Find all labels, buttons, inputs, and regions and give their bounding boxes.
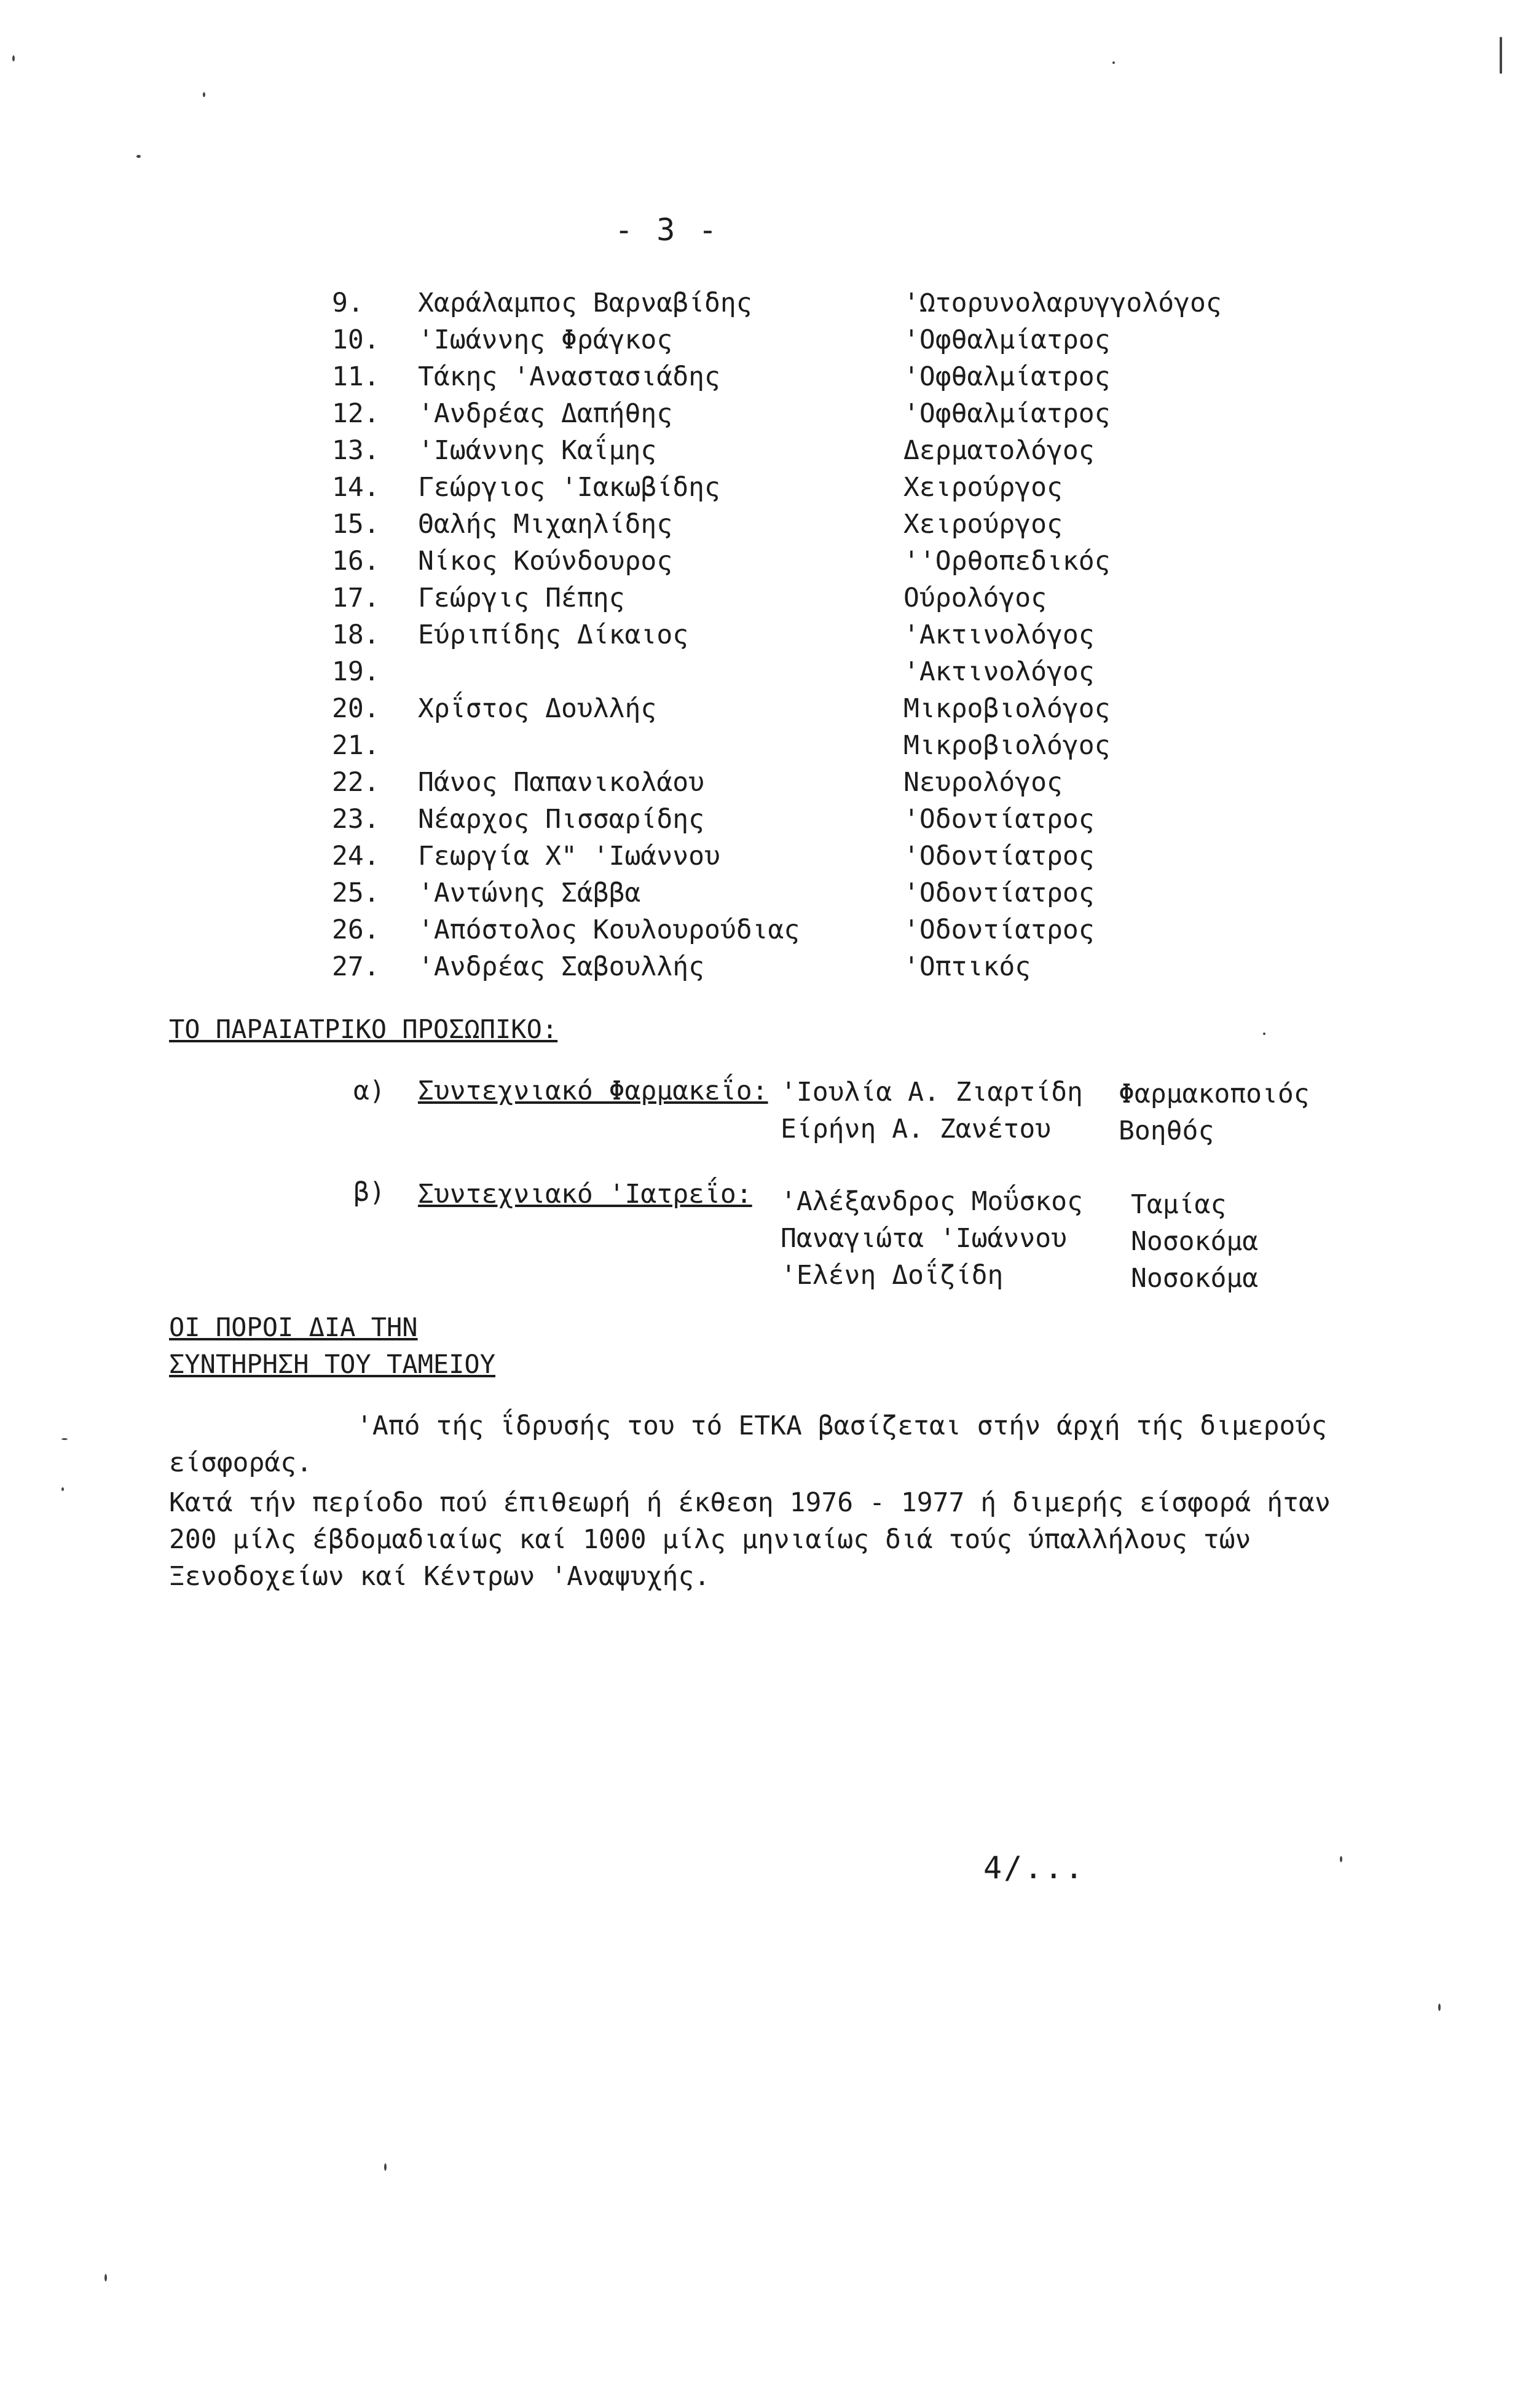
staff-specialty: Μικροβιολόγος <box>903 730 1111 761</box>
staff-specialty: 'Οφθαλμίατρος <box>903 325 1111 355</box>
staff-specialty: Νευρολόγος <box>903 767 1063 798</box>
staff-row <box>0 395 1515 432</box>
unit-label: α) <box>353 1076 385 1106</box>
staff-name: Νίκος Κούνδουρος <box>418 546 673 576</box>
page-number: - 3 - <box>615 212 720 248</box>
staff-name: 'Αντώνης Σάββα <box>418 878 641 908</box>
member-name: 'Αλέξανδρος Μοΰσκος <box>781 1186 1083 1217</box>
staff-number: 13. <box>332 435 380 466</box>
paragraph-line: είσφοράς. <box>169 1447 312 1478</box>
scan-speck <box>1112 61 1115 64</box>
staff-row <box>0 801 1515 838</box>
member-role: Φαρμακοποιός <box>1119 1079 1310 1109</box>
staff-name: Γεωργία Χ" 'Ιωάννου <box>418 841 720 872</box>
staff-row <box>0 616 1515 653</box>
unit-label: β) <box>353 1177 385 1208</box>
staff-number: 18. <box>332 620 380 650</box>
staff-name: Γεώργιος 'Ιακωβίδης <box>418 472 720 503</box>
member-name: 'Ελένη Δοΐζίδη <box>781 1260 1004 1291</box>
staff-number: 22. <box>332 767 380 798</box>
scan-speck <box>203 92 205 97</box>
staff-specialty: Δερματολόγος <box>903 435 1095 466</box>
staff-number: 16. <box>332 546 380 576</box>
staff-row <box>0 543 1515 580</box>
staff-name: 'Ανδρέας Δαπήθης <box>418 398 673 429</box>
staff-number: 17. <box>332 583 380 613</box>
continuation-mark: 4/... <box>983 1850 1085 1886</box>
staff-row <box>0 727 1515 764</box>
staff-specialty: 'Ακτινολόγος <box>903 620 1095 650</box>
staff-name: Χρΐστος Δουλλής <box>418 693 657 724</box>
staff-row <box>0 764 1515 801</box>
staff-name: Νέαρχος Πισσαρίδης <box>418 804 704 835</box>
staff-name: Χαράλαμπος Βαρναβίδης <box>418 288 752 318</box>
staff-row <box>0 321 1515 358</box>
member-role: Ταμίας <box>1131 1189 1227 1220</box>
scan-speck <box>1438 2004 1441 2011</box>
scan-speck <box>1500 37 1502 74</box>
staff-row <box>0 948 1515 985</box>
staff-row <box>0 911 1515 948</box>
funding-heading-line2: ΣΥΝΤΗΡΗΣΗ ΤΟΥ ΤΑΜΕΙΟΥ <box>169 1349 496 1379</box>
paragraph-line: Ξενοδοχείων καί Κέντρων 'Αναψυχής. <box>169 1561 710 1592</box>
staff-specialty: 'Οδοντίατρος <box>903 915 1095 945</box>
member-name: Είρήνη Α. Ζανέτου <box>781 1114 1052 1144</box>
funding-heading-line1: ΟΙ ΠΟΡΟΙ ΔΙΑ ΤΗΝ <box>169 1312 418 1342</box>
scan-speck <box>1340 1856 1342 1862</box>
staff-specialty: Ούρολόγος <box>903 583 1047 613</box>
member-role: Βοηθός <box>1119 1115 1214 1146</box>
scan-speck <box>1263 1033 1265 1035</box>
staff-specialty: 'Οπτικός <box>903 951 1031 982</box>
staff-row <box>0 506 1515 543</box>
staff-name: Γεώργις Πέπης <box>418 583 625 613</box>
staff-specialty: 'Οφθαλμίατρος <box>903 398 1111 429</box>
staff-number: 15. <box>332 509 380 540</box>
staff-number: 20. <box>332 693 380 724</box>
staff-specialty: 'Οφθαλμίατρος <box>903 361 1111 392</box>
staff-name: 'Ιωάννης Καΐμης <box>418 435 657 466</box>
member-name: 'Ιουλία Α. Ζιαρτίδη <box>781 1077 1083 1108</box>
scan-speck <box>61 1487 64 1491</box>
staff-specialty: 'Οδοντίατρος <box>903 841 1095 872</box>
member-role: Νοσοκόμα <box>1131 1226 1259 1257</box>
staff-row <box>0 690 1515 727</box>
staff-specialty: 'Ωτορυνολαρυγγολόγος <box>903 288 1222 318</box>
staff-specialty: ''Ορθοπεδικός <box>903 546 1111 576</box>
staff-number: 12. <box>332 398 380 429</box>
staff-name: 'Ιωάννης Φράγκος <box>418 325 673 355</box>
staff-name: Τάκης 'Αναστασιάδης <box>418 361 720 392</box>
staff-number: 21. <box>332 730 380 761</box>
staff-specialty: 'Ακτινολόγος <box>903 656 1095 687</box>
staff-number: 10. <box>332 325 380 355</box>
staff-number: 14. <box>332 472 380 503</box>
scan-speck <box>12 55 15 61</box>
staff-specialty: 'Οδοντίατρος <box>903 804 1095 835</box>
member-role: Νοσοκόμα <box>1131 1263 1259 1294</box>
staff-specialty: Χειρούργος <box>903 472 1063 503</box>
paragraph-line: 'Από τής ΐδρυσής του τό ΕΤΚΑ βασίζεται στήν άρχή τής διμερούς <box>356 1411 1328 1441</box>
staff-name: Θαλής Μιχαηλίδης <box>418 509 673 540</box>
paragraph-line: Κατά τήν περίοδο πού έπιθεωρή ή έκθεση 1976 - 1977 ή διμερής είσφορά ήταν <box>169 1487 1331 1518</box>
staff-row <box>0 469 1515 506</box>
staff-name: Εύριπίδης Δίκαιος <box>418 620 689 650</box>
scan-speck <box>136 155 141 158</box>
staff-number: 19. <box>332 656 380 687</box>
unit-title: Συντεχνιακό 'Ιατρεΐο: <box>418 1179 752 1210</box>
staff-row <box>0 580 1515 616</box>
paragraph-line: 200 μίλς έβδομαδιαίως καί 1000 μίλς μηνιαίως διά τούς ύπαλλήλους τών <box>169 1524 1251 1555</box>
staff-name: 'Ανδρέας Σαβουλλής <box>418 951 704 982</box>
staff-number: 23. <box>332 804 380 835</box>
staff-row <box>0 875 1515 911</box>
staff-number: 25. <box>332 878 380 908</box>
staff-specialty: Χειρούργος <box>903 509 1063 540</box>
staff-specialty: Μικροβιολόγος <box>903 693 1111 724</box>
member-name: Παναγιώτα 'Ιωάννου <box>781 1223 1067 1254</box>
staff-row <box>0 653 1515 690</box>
staff-name: 'Απόστολος Κουλουρούδιας <box>418 915 800 945</box>
staff-row <box>0 838 1515 875</box>
staff-specialty: 'Οδοντίατρος <box>903 878 1095 908</box>
staff-number: 9. <box>332 288 364 318</box>
staff-row <box>0 432 1515 469</box>
staff-row <box>0 358 1515 395</box>
staff-row <box>0 285 1515 321</box>
staff-number: 24. <box>332 841 380 872</box>
staff-number: 11. <box>332 361 380 392</box>
scan-speck <box>61 1438 68 1440</box>
staff-number: 26. <box>332 915 380 945</box>
staff-name: Πάνος Παπανικολάου <box>418 767 704 798</box>
paramedical-heading: ΤΟ ΠΑΡΑΙΑΤΡΙΚΟ ΠΡΟΣΩΠΙΚΟ: <box>169 1014 558 1044</box>
scan-speck <box>104 2274 107 2281</box>
staff-number: 27. <box>332 951 380 982</box>
scan-speck <box>384 2163 387 2171</box>
unit-title: Συντεχνιακό Φαρμακεΐο: <box>418 1076 768 1106</box>
